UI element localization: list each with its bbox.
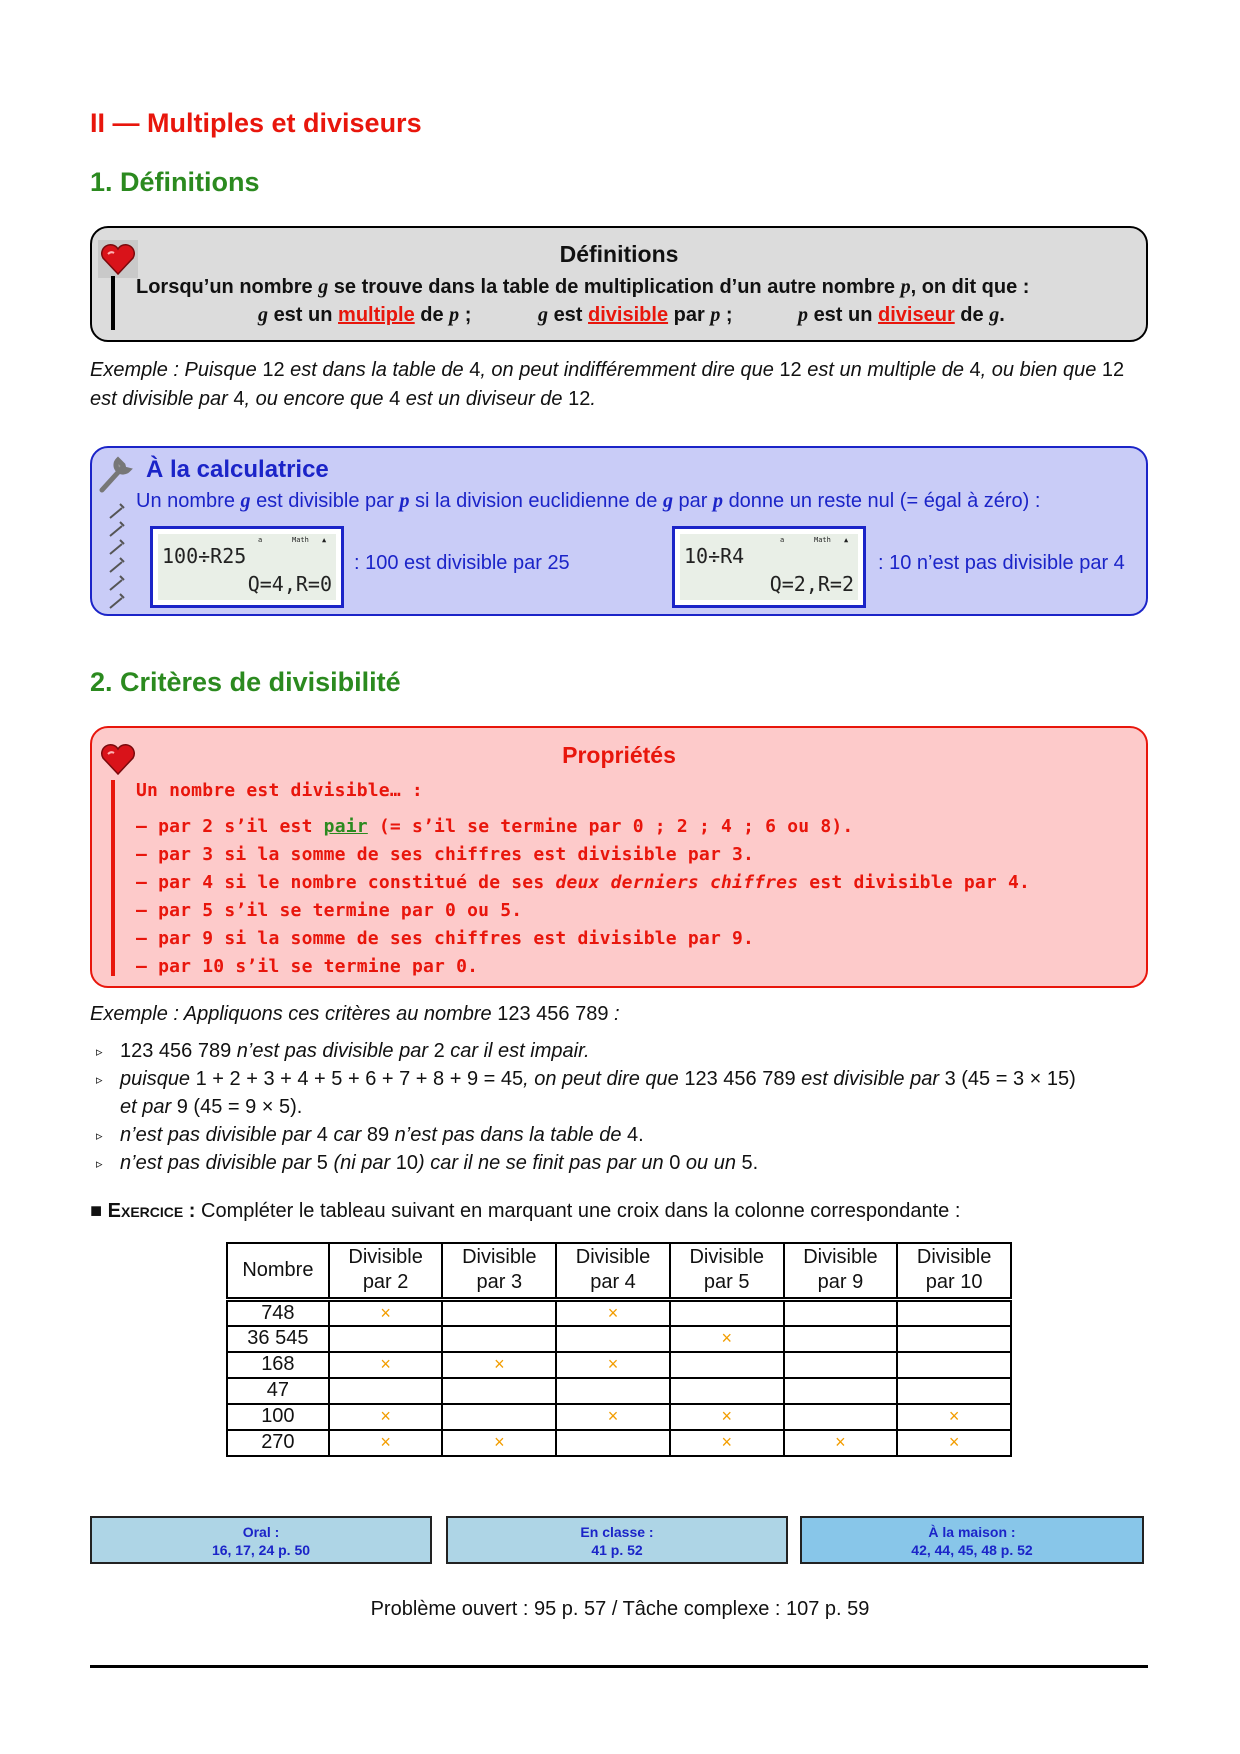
cell-mark[interactable] <box>556 1299 670 1326</box>
exercise-instruction: ■ Exercice : Compléter le tableau suivant en marquant une croix dans la colonne correspondante : <box>90 1200 961 1222</box>
cell-number: 168 <box>227 1352 329 1378</box>
cell-mark[interactable] <box>329 1326 443 1352</box>
term-multiple: multiple <box>338 304 415 326</box>
cell-mark[interactable] <box>442 1378 556 1404</box>
cross-mark-icon: × <box>494 1432 505 1452</box>
cell-mark[interactable] <box>897 1352 1011 1378</box>
table-row <box>227 1404 1011 1430</box>
example-2-bullet-4: n’est pas divisible par 5 (ni par 10) car il ne se finit pas par un 0 ou un 5. <box>120 1152 759 1174</box>
triangle-bullet-icon: ▹ <box>96 1044 103 1059</box>
cell-mark[interactable] <box>556 1404 670 1430</box>
screen-1-result: Q=4,R=0 <box>247 572 332 596</box>
homework-classe: En classe : 41 p. 52 <box>446 1516 788 1564</box>
cross-mark-icon: × <box>948 1406 960 1426</box>
example-1: Exemple : Puisque 12 est dans la table de 4, on peut indifféremment dire que 12 est un multiple de 4, ou bien que 12 est divisible par 4, ou encore que 4 est un diviseur de 12. <box>90 359 1125 410</box>
example-2-bullet-2: puisque 1 + 2 + 3 + 4 + 5 + 6 + 7 + 8 + 9 = 45, on peut dire que 123 456 789 est divisible par 3 (45 = 3 × 15) <box>120 1068 1076 1090</box>
criterion-9: — par 9 si la somme de ses chiffres est divisible par 9. <box>136 928 755 949</box>
cross-mark-icon: × <box>607 1302 619 1323</box>
cell-number: 748 <box>227 1299 329 1326</box>
cell-mark[interactable] <box>442 1404 556 1430</box>
cell-mark[interactable] <box>897 1299 1011 1326</box>
cell-mark[interactable] <box>442 1430 556 1456</box>
cell-mark[interactable] <box>556 1352 670 1378</box>
cell-mark[interactable] <box>784 1430 898 1456</box>
cell-mark[interactable] <box>784 1326 898 1352</box>
cross-mark-icon: × <box>721 1328 732 1348</box>
example-2-bullet-2-cont: et par 9 (45 = 9 × 5). <box>120 1096 303 1118</box>
table-row <box>227 1378 1011 1404</box>
calculator-rule: Un nombre g est divisible par p si la division euclidienne de g par p donne un reste nul (= égal à zéro) : <box>136 490 1041 512</box>
example-2-bullet-1: 123 456 789 n’est pas divisible par 2 car il est impair. <box>120 1040 590 1062</box>
definitions-line-1: Lorsqu’un nombre g se trouve dans la table de multiplication d’un autre nombre p, on dit que : <box>136 276 1030 298</box>
definitions-line-diviseur: p est un diviseur de g. <box>798 304 1005 326</box>
properties-vertical-bar <box>111 780 115 976</box>
table-header-row <box>227 1243 1011 1299</box>
calculator-title: À la calculatrice <box>146 456 329 483</box>
section-title: II — Multiples et diviseurs <box>90 108 422 138</box>
cell-mark[interactable] <box>670 1430 784 1456</box>
header-par-9: Divisible par 9 <box>784 1243 898 1299</box>
table-row <box>227 1299 1011 1326</box>
definitions-vertical-bar <box>111 276 115 330</box>
cell-mark[interactable] <box>897 1430 1011 1456</box>
cross-mark-icon: × <box>721 1406 732 1426</box>
subsection-definitions-title: 1. Définitions <box>90 167 260 197</box>
header-par-10: Divisible par 10 <box>897 1243 1011 1299</box>
cross-mark-icon: × <box>607 1406 619 1426</box>
cell-mark[interactable] <box>556 1430 670 1456</box>
divisibility-table <box>226 1242 1012 1457</box>
triangle-bullet-icon: ▹ <box>96 1128 103 1143</box>
header-par-5: Divisible par 5 <box>670 1243 784 1299</box>
cross-mark-icon: × <box>835 1432 846 1452</box>
example-2-intro: Exemple : Appliquons ces critères au nombre 123 456 789 : <box>90 1003 620 1025</box>
cell-number: 270 <box>227 1430 329 1456</box>
header-nombre: Nombre <box>227 1243 329 1299</box>
square-bullet-icon: ■ <box>90 1200 103 1222</box>
cell-mark[interactable] <box>329 1430 443 1456</box>
header-par-2: Divisible par 2 <box>329 1243 443 1299</box>
cell-mark[interactable] <box>670 1326 784 1352</box>
wrench-icon <box>98 454 134 614</box>
screen-2-caption: : 10 n’est pas divisible par 4 <box>878 552 1125 574</box>
definitions-line-divisible: g est divisible par p ; <box>538 304 733 326</box>
screen-1-input: 100÷R25 <box>162 544 247 568</box>
criterion-2: — par 2 s’il est pair (= s’il se termine par 0 ; 2 ; 4 ; 6 ou 8). <box>136 816 854 837</box>
definitions-title: Définitions <box>559 241 679 267</box>
homework-maison: À la maison : 42, 44, 45, 48 p. 52 <box>800 1516 1144 1564</box>
definitions-box <box>90 226 1148 342</box>
cell-mark[interactable] <box>329 1352 443 1378</box>
criterion-4: — par 4 si le nombre constitué de ses deux derniers chiffres est divisible par 4. <box>136 872 1031 893</box>
cell-mark[interactable] <box>556 1326 670 1352</box>
cell-number: 36 545 <box>227 1326 329 1352</box>
cross-mark-icon: × <box>380 1432 391 1452</box>
cell-mark[interactable] <box>329 1378 443 1404</box>
cross-mark-icon: × <box>948 1432 960 1452</box>
definitions-line-multiple: g est un multiple de p ; <box>258 304 472 326</box>
subsection-criteria-title: 2. Critères de divisibilité <box>90 667 401 697</box>
cell-mark[interactable] <box>784 1299 898 1326</box>
cell-mark[interactable] <box>556 1378 670 1404</box>
cell-mark[interactable] <box>329 1299 443 1326</box>
cell-mark[interactable] <box>670 1299 784 1326</box>
calculator-screen-1: a Math ▲ 100÷R25 Q=4,R=0 <box>150 526 344 608</box>
cell-mark[interactable] <box>784 1404 898 1430</box>
cross-mark-icon: × <box>380 1406 391 1426</box>
cross-mark-icon: × <box>380 1302 391 1323</box>
triangle-bullet-icon: ▹ <box>96 1156 103 1171</box>
cell-mark[interactable] <box>670 1404 784 1430</box>
criterion-3: — par 3 si la somme de ses chiffres est divisible par 3. <box>136 844 755 865</box>
cell-mark[interactable] <box>442 1352 556 1378</box>
screen-2-result: Q=2,R=2 <box>769 572 854 596</box>
header-par-3: Divisible par 3 <box>442 1243 556 1299</box>
homework-oral: Oral : 16, 17, 24 p. 50 <box>90 1516 432 1564</box>
cross-mark-icon: × <box>721 1432 732 1452</box>
screen-2-input: 10÷R4 <box>684 544 745 568</box>
cell-mark[interactable] <box>784 1352 898 1378</box>
triangle-bullet-icon: ▹ <box>96 1072 103 1087</box>
properties-title: Propriétés <box>562 742 676 768</box>
criterion-10: — par 10 s’il se termine par 0. <box>136 956 479 977</box>
table-row <box>227 1326 1011 1352</box>
cell-number: 100 <box>227 1404 329 1430</box>
cross-mark-icon: × <box>380 1354 391 1374</box>
cell-mark[interactable] <box>670 1378 784 1404</box>
calculator-box <box>90 446 1148 616</box>
header-par-4: Divisible par 4 <box>556 1243 670 1299</box>
cell-mark[interactable] <box>784 1378 898 1404</box>
criterion-5: — par 5 s’il se termine par 0 ou 5. <box>136 900 523 921</box>
cell-mark[interactable] <box>897 1378 1011 1404</box>
table-row <box>227 1352 1011 1378</box>
cell-mark[interactable] <box>442 1299 556 1326</box>
cell-mark[interactable] <box>442 1326 556 1352</box>
cell-number: 47 <box>227 1378 329 1404</box>
properties-box <box>90 726 1148 988</box>
screen-1-caption: : 100 est divisible par 25 <box>354 552 570 574</box>
cell-mark[interactable] <box>329 1404 443 1430</box>
term-diviseur: diviseur <box>878 304 955 326</box>
cross-mark-icon: × <box>494 1354 505 1374</box>
calculator-screen-2: a Math ▲ 10÷R4 Q=2,R=2 <box>672 526 866 608</box>
cell-mark[interactable] <box>897 1326 1011 1352</box>
footer-problems: Problème ouvert : 95 p. 57 / Tâche complexe : 107 p. 59 <box>370 1598 870 1620</box>
cell-mark[interactable] <box>670 1352 784 1378</box>
table-row <box>227 1430 1011 1456</box>
properties-intro: Un nombre est divisible… : <box>136 780 423 801</box>
cross-mark-icon: × <box>607 1354 619 1374</box>
bottom-rule <box>90 1665 1148 1668</box>
cell-mark[interactable] <box>897 1404 1011 1430</box>
example-2-bullet-3: n’est pas divisible par 4 car 89 n’est pas dans la table de 4. <box>120 1124 644 1146</box>
term-divisible: divisible <box>588 304 669 326</box>
